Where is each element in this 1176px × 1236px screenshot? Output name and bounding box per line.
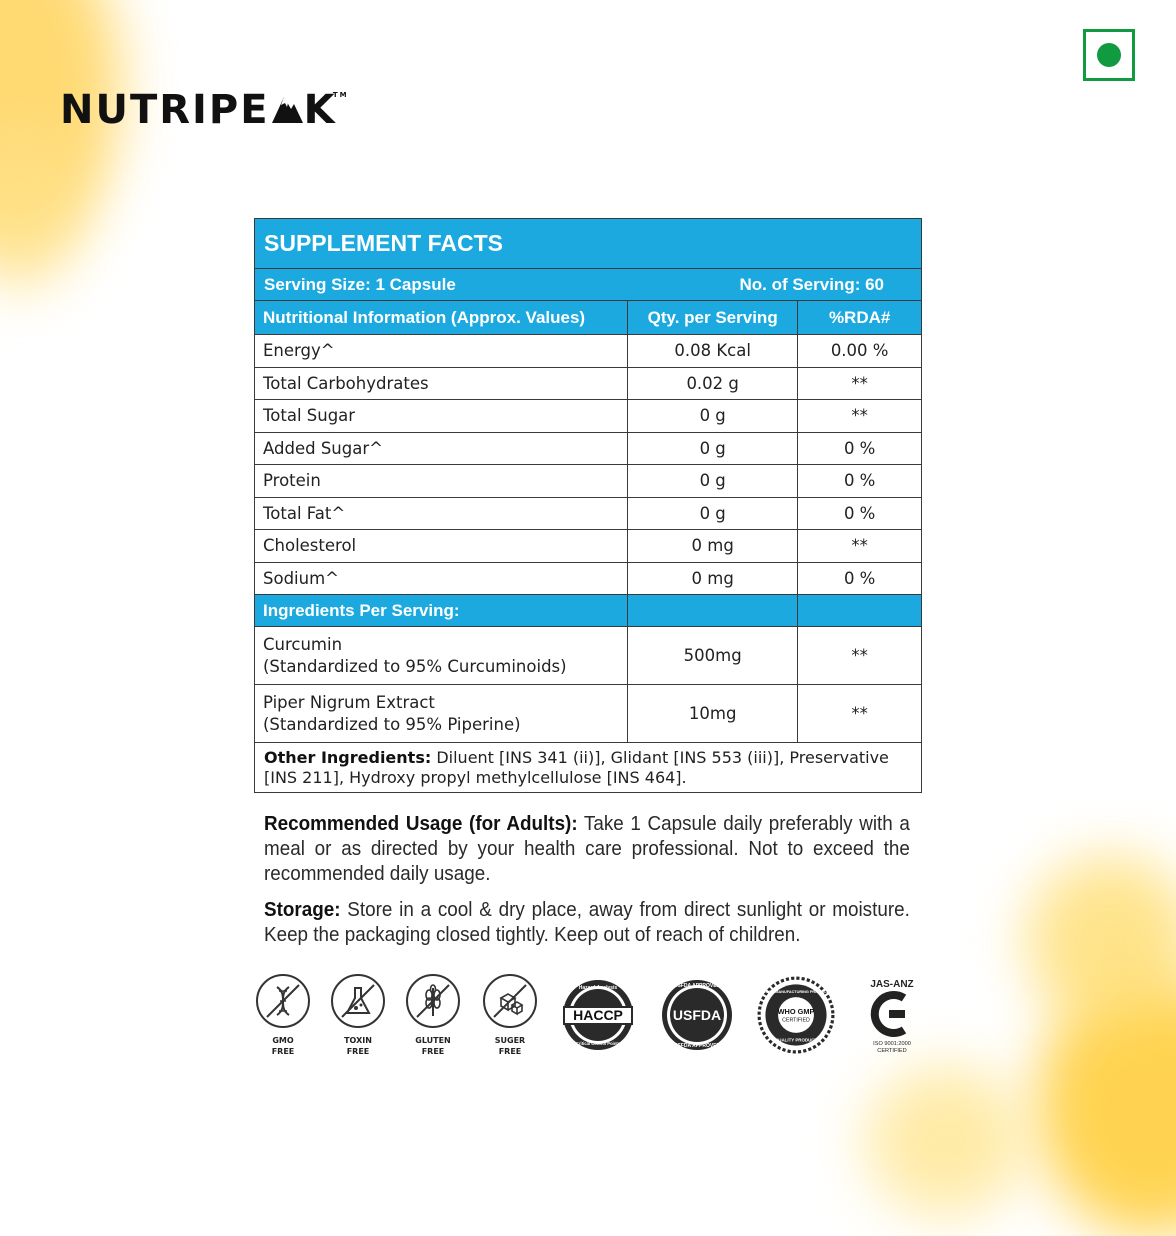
usage-label: Recommended Usage (for Adults): [264,812,578,835]
gmp-sub-text: CERTIFIED [782,1017,810,1024]
ingredient-note: (Standardized to 95% Piperine) [263,715,521,734]
jas-line1: ISO 9001:2000 [873,1041,911,1047]
other-ingredients-label: Other Ingredients: [264,748,432,767]
nutrient-rda: ** [798,367,921,400]
facts-title: SUPPLEMENT FACTS [255,219,921,269]
table-row [255,530,921,563]
ingredient-title: Piper Nigrum Extract [263,693,435,712]
header-qty-per-serving: Qty. per Serving [628,301,798,335]
nutrient-name: Cholesterol [255,530,628,563]
serving-size: Serving Size: 1 Capsule [264,274,456,294]
brand-name: NUTRIPE [60,87,270,133]
nutrient-qty: 0.08 Kcal [628,335,798,368]
table-row [255,400,921,433]
ingredients-header-blank [628,595,798,627]
nutrient-name: Total Carbohydrates [255,367,628,400]
dna-icon [256,974,310,1028]
table-row [255,432,921,465]
certification-badges [252,974,932,1064]
ingredient-qty: 500mg [628,627,798,685]
storage-label: Storage: [264,898,341,921]
table-row [255,685,921,743]
usfda-bottom-text: USFDA APPROVED [673,1043,721,1049]
haccp-main-text: HACCP [573,1007,623,1023]
haccp-seal [561,978,635,1056]
flask-icon [331,974,385,1028]
nutrient-rda: 0 % [798,497,921,530]
nutrient-rda: ** [798,530,921,563]
jas-top-text: JAS-ANZ [870,979,914,990]
badge-line2: FREE [498,1047,522,1056]
table-row [255,335,921,368]
header-rda: %RDA# [798,301,921,335]
who-gmp-seal [757,976,835,1058]
badge-line2: FREE [421,1047,445,1056]
nutrient-rda: 0 % [798,432,921,465]
badge-line1: GMO [272,1036,294,1045]
ingredient-name [255,685,628,743]
ingredients-header: Ingredients Per Serving: [255,595,628,627]
other-ingredients-text: Diluent [INS 341 (ii)], Glidant [INS 553 (iii)], Preservative [INS 211], Hydroxy propyl methylcellulose [INS 464]. [264,748,889,787]
gluten-free-badge [405,974,461,1057]
nutrient-name: Sodium^ [255,562,628,595]
badge-line1: TOXIN [344,1036,372,1045]
ingredient-name [255,627,628,685]
header-nutritional-info: Nutritional Information (Approx. Values) [255,301,628,335]
badge-line2: FREE [346,1047,370,1056]
mountain-peak-icon [270,91,304,132]
toxin-free-badge [330,974,386,1057]
yellow-splash-bottom-right-lower [866,1066,1026,1216]
nutrition-table [255,301,921,743]
nutrient-name: Protein [255,465,628,498]
usfda-main-text: USFDA [672,1007,722,1023]
nutrient-qty: 0 mg [628,530,798,563]
usfda-top-text: USFDA APPROVED [673,983,721,989]
serving-info-row [255,269,921,301]
nutrient-qty: 0 g [628,400,798,433]
badge-line2: FREE [271,1047,295,1056]
ingredients-header-blank [798,595,921,627]
nutrient-rda: 0 % [798,465,921,498]
table-row [255,497,921,530]
recommended-usage [264,811,910,886]
nutrient-name: Added Sugar^ [255,432,628,465]
other-ingredients [255,743,921,792]
ingredient-rda: ** [798,627,921,685]
number-of-servings: No. of Serving: 60 [739,274,884,294]
yellow-splash-bottom-right-upper [1026,856,1176,1026]
jas-line2: CERTIFIED [877,1048,907,1054]
table-row [255,367,921,400]
ingredient-title: Curcumin [263,635,343,654]
gmo-free-badge [255,974,311,1057]
badge-line1: SUGER [494,1036,526,1045]
table-row [255,627,921,685]
ingredient-note: (Standardized to 95% Curcuminoids) [263,657,567,676]
nutrient-name: Total Sugar [255,400,628,433]
sugar-free-badge [482,974,538,1057]
ingredient-rda: ** [798,685,921,743]
nutrient-rda: 0 % [798,562,921,595]
nutrient-name: Energy^ [255,335,628,368]
nutrient-qty: 0 mg [628,562,798,595]
nutrient-rda: 0.00 % [798,335,921,368]
nutrient-qty: 0 g [628,497,798,530]
nutrient-name: Total Fat^ [255,497,628,530]
storage-instructions [264,897,910,947]
badge-line1: GLUTEN [415,1036,451,1045]
vegetarian-mark-icon [1083,29,1135,81]
storage-text: Store in a cool & dry place, away from direct sunlight or moisture. Keep the packaging closed tightly. Keep out of reach of children. [264,898,910,946]
trademark-symbol: TM [332,91,349,99]
nutrient-rda: ** [798,400,921,433]
gmp-bottom-text: QUALITY PRODUCT [774,1037,818,1043]
nutrient-qty: 0 g [628,465,798,498]
sugar-cube-icon [483,974,537,1028]
gmp-main-text: WHO GMP [777,1006,815,1016]
table-row [255,562,921,595]
nutrient-qty: 0.02 g [628,367,798,400]
ingredient-qty: 10mg [628,685,798,743]
wheat-icon [406,974,460,1028]
brand-name-tail: K [303,87,337,133]
haccp-top-text: Hazard Analysis [578,985,618,991]
nutrient-qty: 0 g [628,432,798,465]
usfda-seal [660,978,734,1056]
jas-anz-seal [859,976,925,1058]
brand-logo [60,86,349,136]
usage-text: Take 1 Capsule daily preferably with a meal or as directed by your health care professional. Not to exceed the recommended daily usage. [264,812,910,885]
gmp-top-text: GOOD MANUFACTURING PRACTICE [762,989,830,994]
haccp-bottom-text: Critical Control Points [575,1041,621,1046]
supplement-facts-panel [254,218,922,793]
table-row [255,465,921,498]
